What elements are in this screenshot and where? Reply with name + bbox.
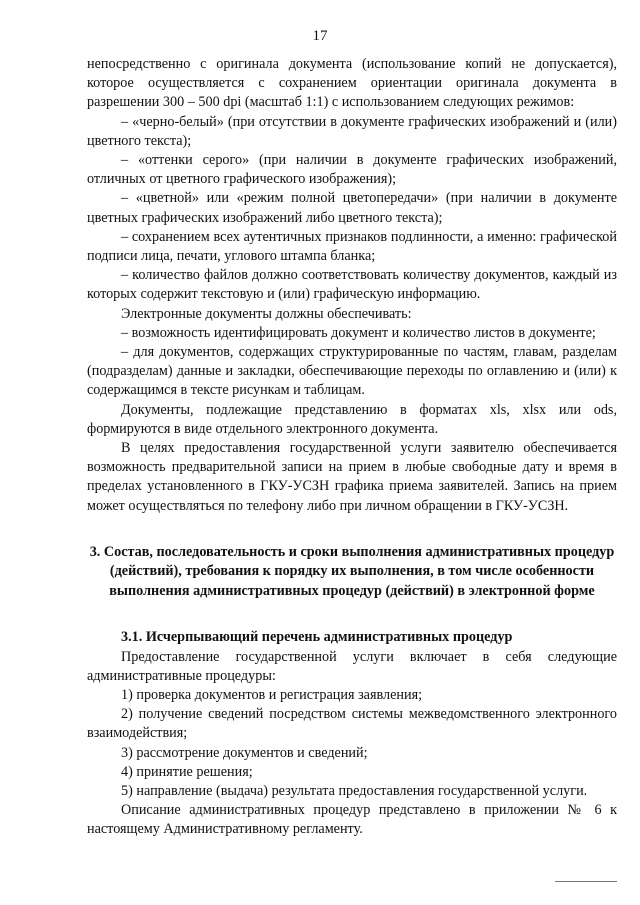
- paragraph: – сохранением всех аутентичных признаков подлинности, а именно: графической подписи лица, печати, углового штампа бланка;: [87, 228, 617, 265]
- paragraph: – количество файлов должно соответствовать количеству документов, каждый из которых содержит текстовую и (или) графическую информацию.: [87, 267, 617, 303]
- paragraph: Электронные документы должны обеспечивать:: [121, 305, 412, 322]
- paragraph: непосредственно с оригинала документа (использование копий не допускается), которое осуществляется с сохранением ориентации оригинала документа в разрешении 300 – 500 dpi (масштаб 1:1) с использованием следующих режимов:: [87, 56, 617, 111]
- paragraph: Предоставление государственной услуги включает в себя следующие административные процедуры:: [87, 648, 617, 684]
- page-number: 17: [312, 28, 328, 44]
- footer-line: [555, 881, 617, 882]
- paragraph: 5) направление (выдача) результата предоставления государственной услуги.: [121, 783, 588, 799]
- subsection-title: 3.1. Исчерпывающий перечень административных процедур: [121, 629, 513, 646]
- paragraph: – «цветной» или «режим полной цветопередачи» (при наличии в документе цветных графических изображений либо цветного текста);: [87, 190, 617, 226]
- paragraph: 4) принятие решения;: [121, 763, 253, 780]
- paragraph: В целях предоставления государственной услуги заявителю обеспечивается возможность предварительной записи на прием в любые свободные дату и время в пределах установленного в ГКУ-УСЗН графика приема заявителей. Запись на прием может осуществляться по телефону либо при личном обращении в ГКУ-УСЗН.: [87, 440, 617, 514]
- paragraph: 3) рассмотрение документов и сведений;: [121, 744, 368, 761]
- paragraph-block: [87, 55, 617, 516]
- paragraph: – возможность идентифицировать документ и количество листов в документе;: [121, 324, 596, 341]
- procedures-block: [87, 648, 617, 840]
- section-title: 3. Состав, последовательность и сроки выполнения административных процедур (действий), требования к порядку их выполнения, в том числе особенности выполнения административных процедур (действий) в электронной форме: [89, 543, 615, 599]
- paragraph: – для документов, содержащих структурированные по частям, главам, разделам (подразделам) данные и закладки, обеспечивающие переходы по оглавлению и (или) к содержащимся в тексте рисункам и таблицам.: [87, 344, 617, 399]
- paragraph: Документы, подлежащие представлению в форматах xls, xlsx или ods, формируются в виде отдельного электронного документа.: [87, 401, 617, 437]
- paragraph: – «оттенки серого» (при наличии в документе графических изображений, отличных от цветного графического изображения);: [87, 152, 617, 188]
- paragraph: – «черно-белый» (при отсутствии в документе графических изображений и (или) цветного текста);: [87, 113, 617, 149]
- paragraph: Описание административных процедур представлено в приложении № 6 к настоящему Административному регламенту.: [87, 802, 617, 838]
- page-content: [87, 55, 617, 840]
- paragraph: 1) проверка документов и регистрация заявления;: [121, 686, 423, 703]
- paragraph: 2) получение сведений посредством системы межведомственного электронного взаимодействия;: [87, 706, 617, 742]
